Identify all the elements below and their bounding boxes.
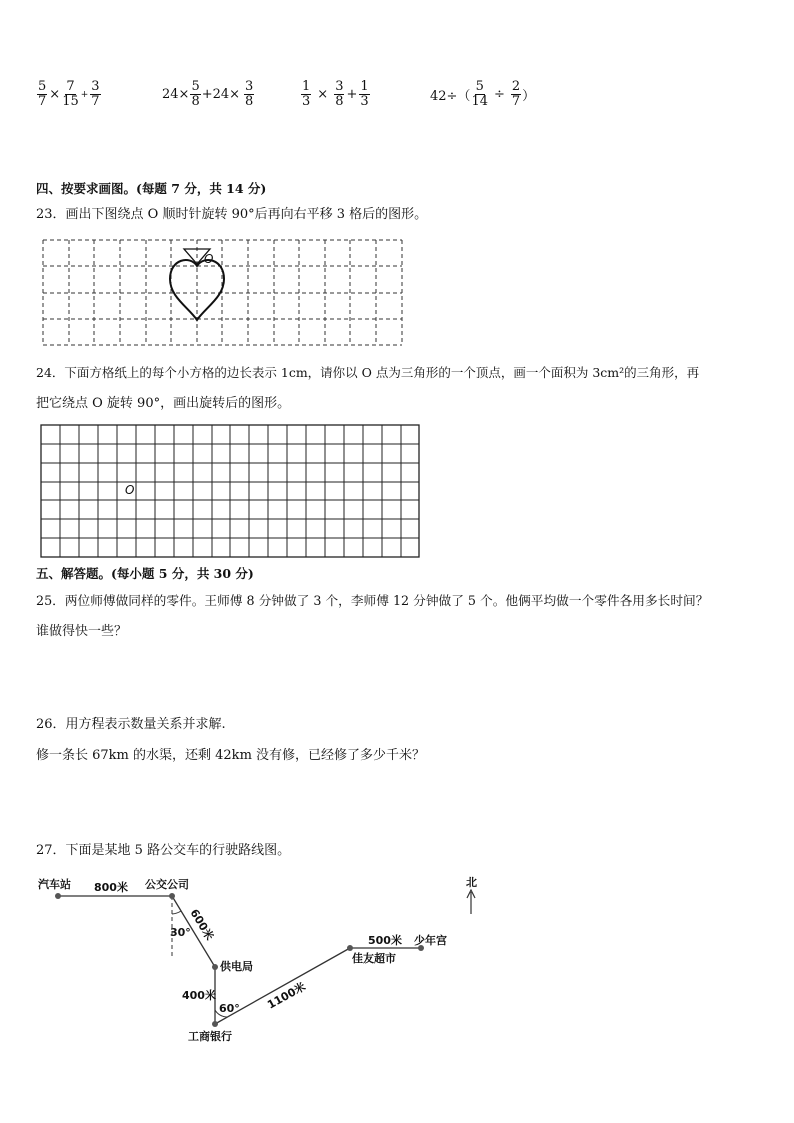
question-25-line-1: 25．两位师傅做同样的零件。王师傅 8 分钟做了 3 个，李师傅 12 分钟做了 5 个。他俩平均做一个零件各用多长时间？	[36, 593, 709, 608]
station-label: 佳友超市	[352, 952, 396, 965]
angle-label: 60°	[219, 1002, 240, 1015]
distance-label: 500米	[368, 934, 402, 947]
q24-square-grid	[40, 424, 422, 560]
station-dot	[347, 945, 353, 951]
fraction: $\frac{7}{15}$	[62, 79, 79, 109]
question-24-line-1: 24．下面方格纸上的每个小方格的边长表示 1cm，请你以 O 点为三角形的一个顶点，画一个面积为 3cm²的三角形，再	[36, 365, 700, 380]
question-24-line-2: 把它绕点 O 旋转 90°，画出旋转后的图形。	[36, 396, 291, 411]
section-5-title: 五、解答题。(每小题 5 分，共 30 分)	[36, 566, 254, 581]
question-26-line-2: 修一条长 67km 的水渠，还剩 42km 没有修，已经修了多少千米？	[36, 748, 426, 763]
angle-label: 30°	[170, 926, 191, 939]
fraction: $\frac{3}{8}$	[335, 79, 344, 109]
point-o-label: O	[125, 483, 135, 497]
fraction: $\frac{3}{8}$	[245, 79, 254, 109]
station-dot	[169, 893, 175, 899]
fraction: $\frac{1}{3}$	[302, 79, 311, 109]
station-label: 少年宫	[414, 934, 447, 947]
north-label: 北	[466, 876, 477, 889]
fraction: $\frac{5}{7}$	[38, 79, 47, 109]
question-27-text: 27．下面是某地 5 路公交车的行驶路线图。	[36, 843, 291, 858]
station-label: 工商银行	[188, 1030, 232, 1043]
distance-label: 600米	[187, 906, 217, 943]
fraction: $\frac{2}{7}$	[511, 79, 521, 109]
expression-2: 24× $\frac{5}{8}$ +24× $\frac{3}{8}$	[162, 79, 254, 109]
expression-3: $\frac{1}{3}$ × $\frac{3}{8}$ + $\frac{1}{3}$	[302, 79, 369, 109]
station-dot	[55, 893, 61, 899]
distance-label: 400米	[182, 989, 216, 1002]
question-25-line-2: 谁做得快一些？	[36, 624, 128, 639]
station-label: 公交公司	[145, 878, 189, 891]
station-label: 汽车站	[38, 878, 71, 891]
bus-route-map	[30, 868, 490, 1050]
question-23-text: 23．画出下图绕点 O 顺时针旋转 90°后再向右平移 3 格后的图形。	[36, 207, 428, 222]
point-o	[196, 263, 199, 266]
fraction: $\frac{3}{7}$	[91, 79, 100, 109]
station-dot	[212, 1021, 218, 1027]
north-arrow	[466, 876, 477, 914]
q23-dashed-grid	[40, 237, 405, 347]
question-26-line-1: 26．用方程表示数量关系并求解.	[36, 717, 226, 732]
angle-arc	[172, 911, 181, 914]
expression-4: 42÷（ $\frac{5}{14}$ ÷ $\frac{2}{7}$ ）	[430, 79, 536, 109]
fraction: $\frac{1}{3}$	[360, 79, 369, 109]
point-o-label: O	[204, 252, 214, 266]
expression-1: $\frac{5}{7}$ × $\frac{7}{15}$ + $\frac{3}{7}$	[38, 79, 100, 109]
section-4-title: 四、按要求画图。(每题 7 分，共 14 分)	[36, 181, 267, 196]
station-label: 供电局	[220, 960, 253, 973]
fraction: $\frac{5}{14}$	[471, 79, 488, 109]
fraction: $\frac{5}{8}$	[191, 79, 200, 109]
distance-label: 800米	[94, 881, 128, 894]
distance-label: 1100米	[265, 980, 308, 1012]
station-dot	[212, 964, 218, 970]
